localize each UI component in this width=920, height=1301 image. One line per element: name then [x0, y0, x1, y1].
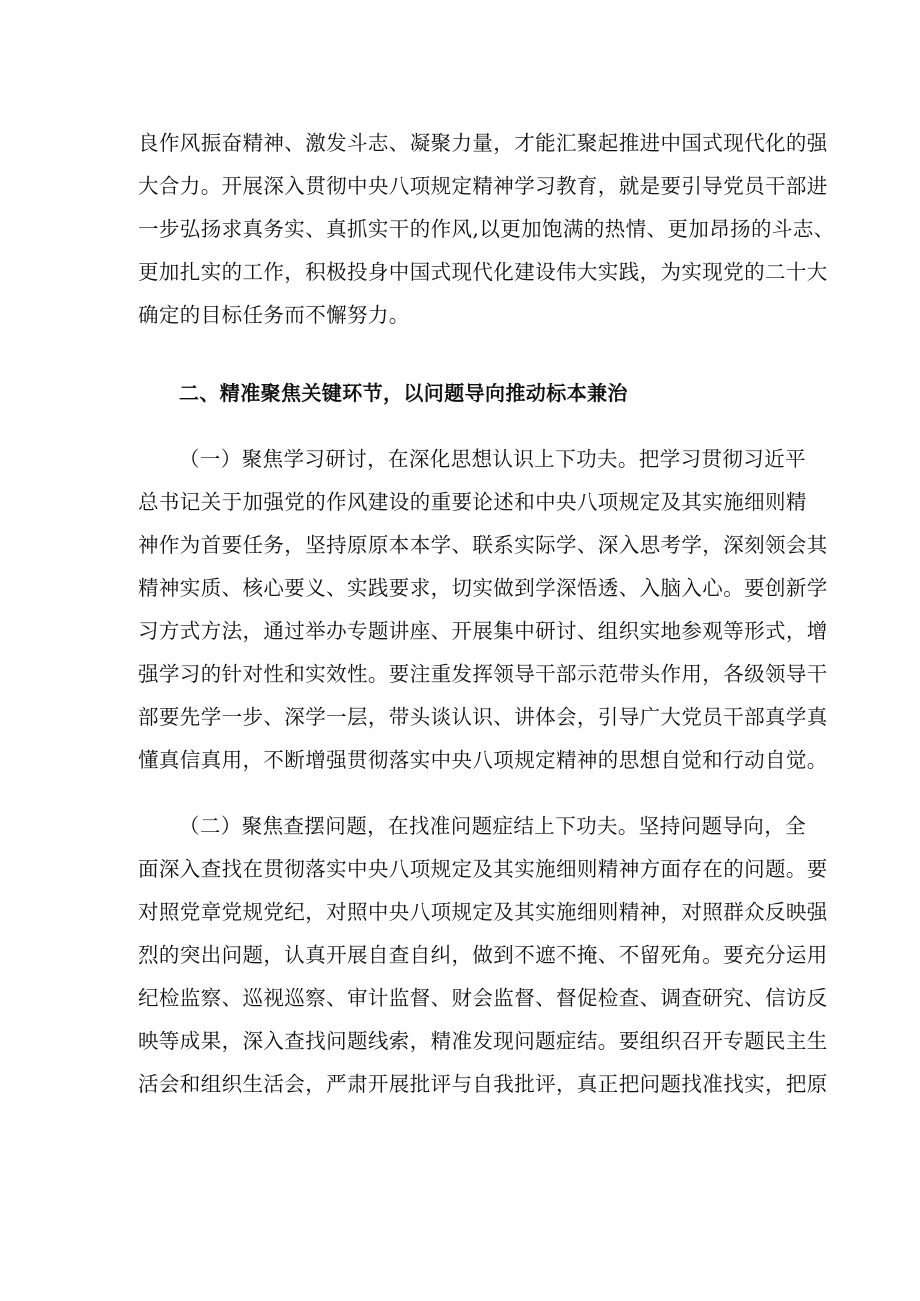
text-line: 更加扎实的工作，积极投身中国式现代化建设伟大实践，为实现党的二十大 [138, 260, 828, 284]
text-line: 映等成果，深入查找问题线索，精准发现问题症结。要组织召开专题民主生 [138, 1029, 828, 1053]
text-line: 神作为首要任务，坚持原原本本学、联系实际学、深入思考学，深刻领会其 [138, 533, 828, 557]
text-line: （一）聚焦学习研讨，在深化思想认识上下功夫。把学习贯彻习近平 [179, 447, 806, 471]
text-line: 大合力。开展深入贯彻中央八项规定精神学习教育，就是要引导党员干部进 [138, 174, 828, 198]
text-line: （二）聚焦查摆问题，在找准问题症结上下功夫。坚持问题导向，全 [179, 814, 806, 838]
text-line: 一步弘扬求真务实、真抓实干的作风,以更加饱满的热情、更加昂扬的斗志、 [138, 217, 835, 241]
text-line: 活会和组织生活会，严肃开展批评与自我批评，真正把问题找准找实，把原 [138, 1072, 828, 1096]
text-line: 烈的突出问题，认真开展自查自纠，做到不遮不掩、不留死角。要充分运用 [138, 943, 828, 967]
text-line: 确定的目标任务而不懈努力。 [138, 303, 410, 327]
section-heading: 二、精准聚焦关键环节，以问题导向推动标本兼治 [179, 381, 628, 405]
text-line: 强学习的针对性和实效性。要注重发挥领导干部示范带头作用，各级领导干 [138, 662, 828, 686]
text-line: 纪检监察、巡视巡察、审计监督、财会监督、督促检查、调查研究、信访反 [138, 986, 828, 1010]
text-line: 对照党章党规党纪，对照中央八项规定及其实施细则精神，对照群众反映强 [138, 900, 828, 924]
text-line: 习方式方法，通过举办专题讲座、开展集中研讨、组织实地参观等形式，增 [138, 619, 828, 643]
text-line: 良作风振奋精神、激发斗志、凝聚力量，才能汇聚起推进中国式现代化的强 [138, 131, 828, 155]
text-line: 面深入查找在贯彻落实中央八项规定及其实施细则精神方面存在的问题。要 [138, 857, 828, 881]
text-line: 精神实质、核心要义、实践要求，切实做到学深悟透、入脑入心。要创新学 [138, 576, 828, 600]
text-line: 总书记关于加强党的作风建设的重要论述和中央八项规定及其实施细则精 [138, 490, 807, 514]
text-line: 部要先学一步、深学一层，带头谈认识、讲体会，引导广大党员干部真学真 [138, 705, 828, 729]
text-line: 懂真信真用，不断增强贯彻落实中央八项规定精神的思想自觉和行动自觉。 [138, 748, 828, 772]
